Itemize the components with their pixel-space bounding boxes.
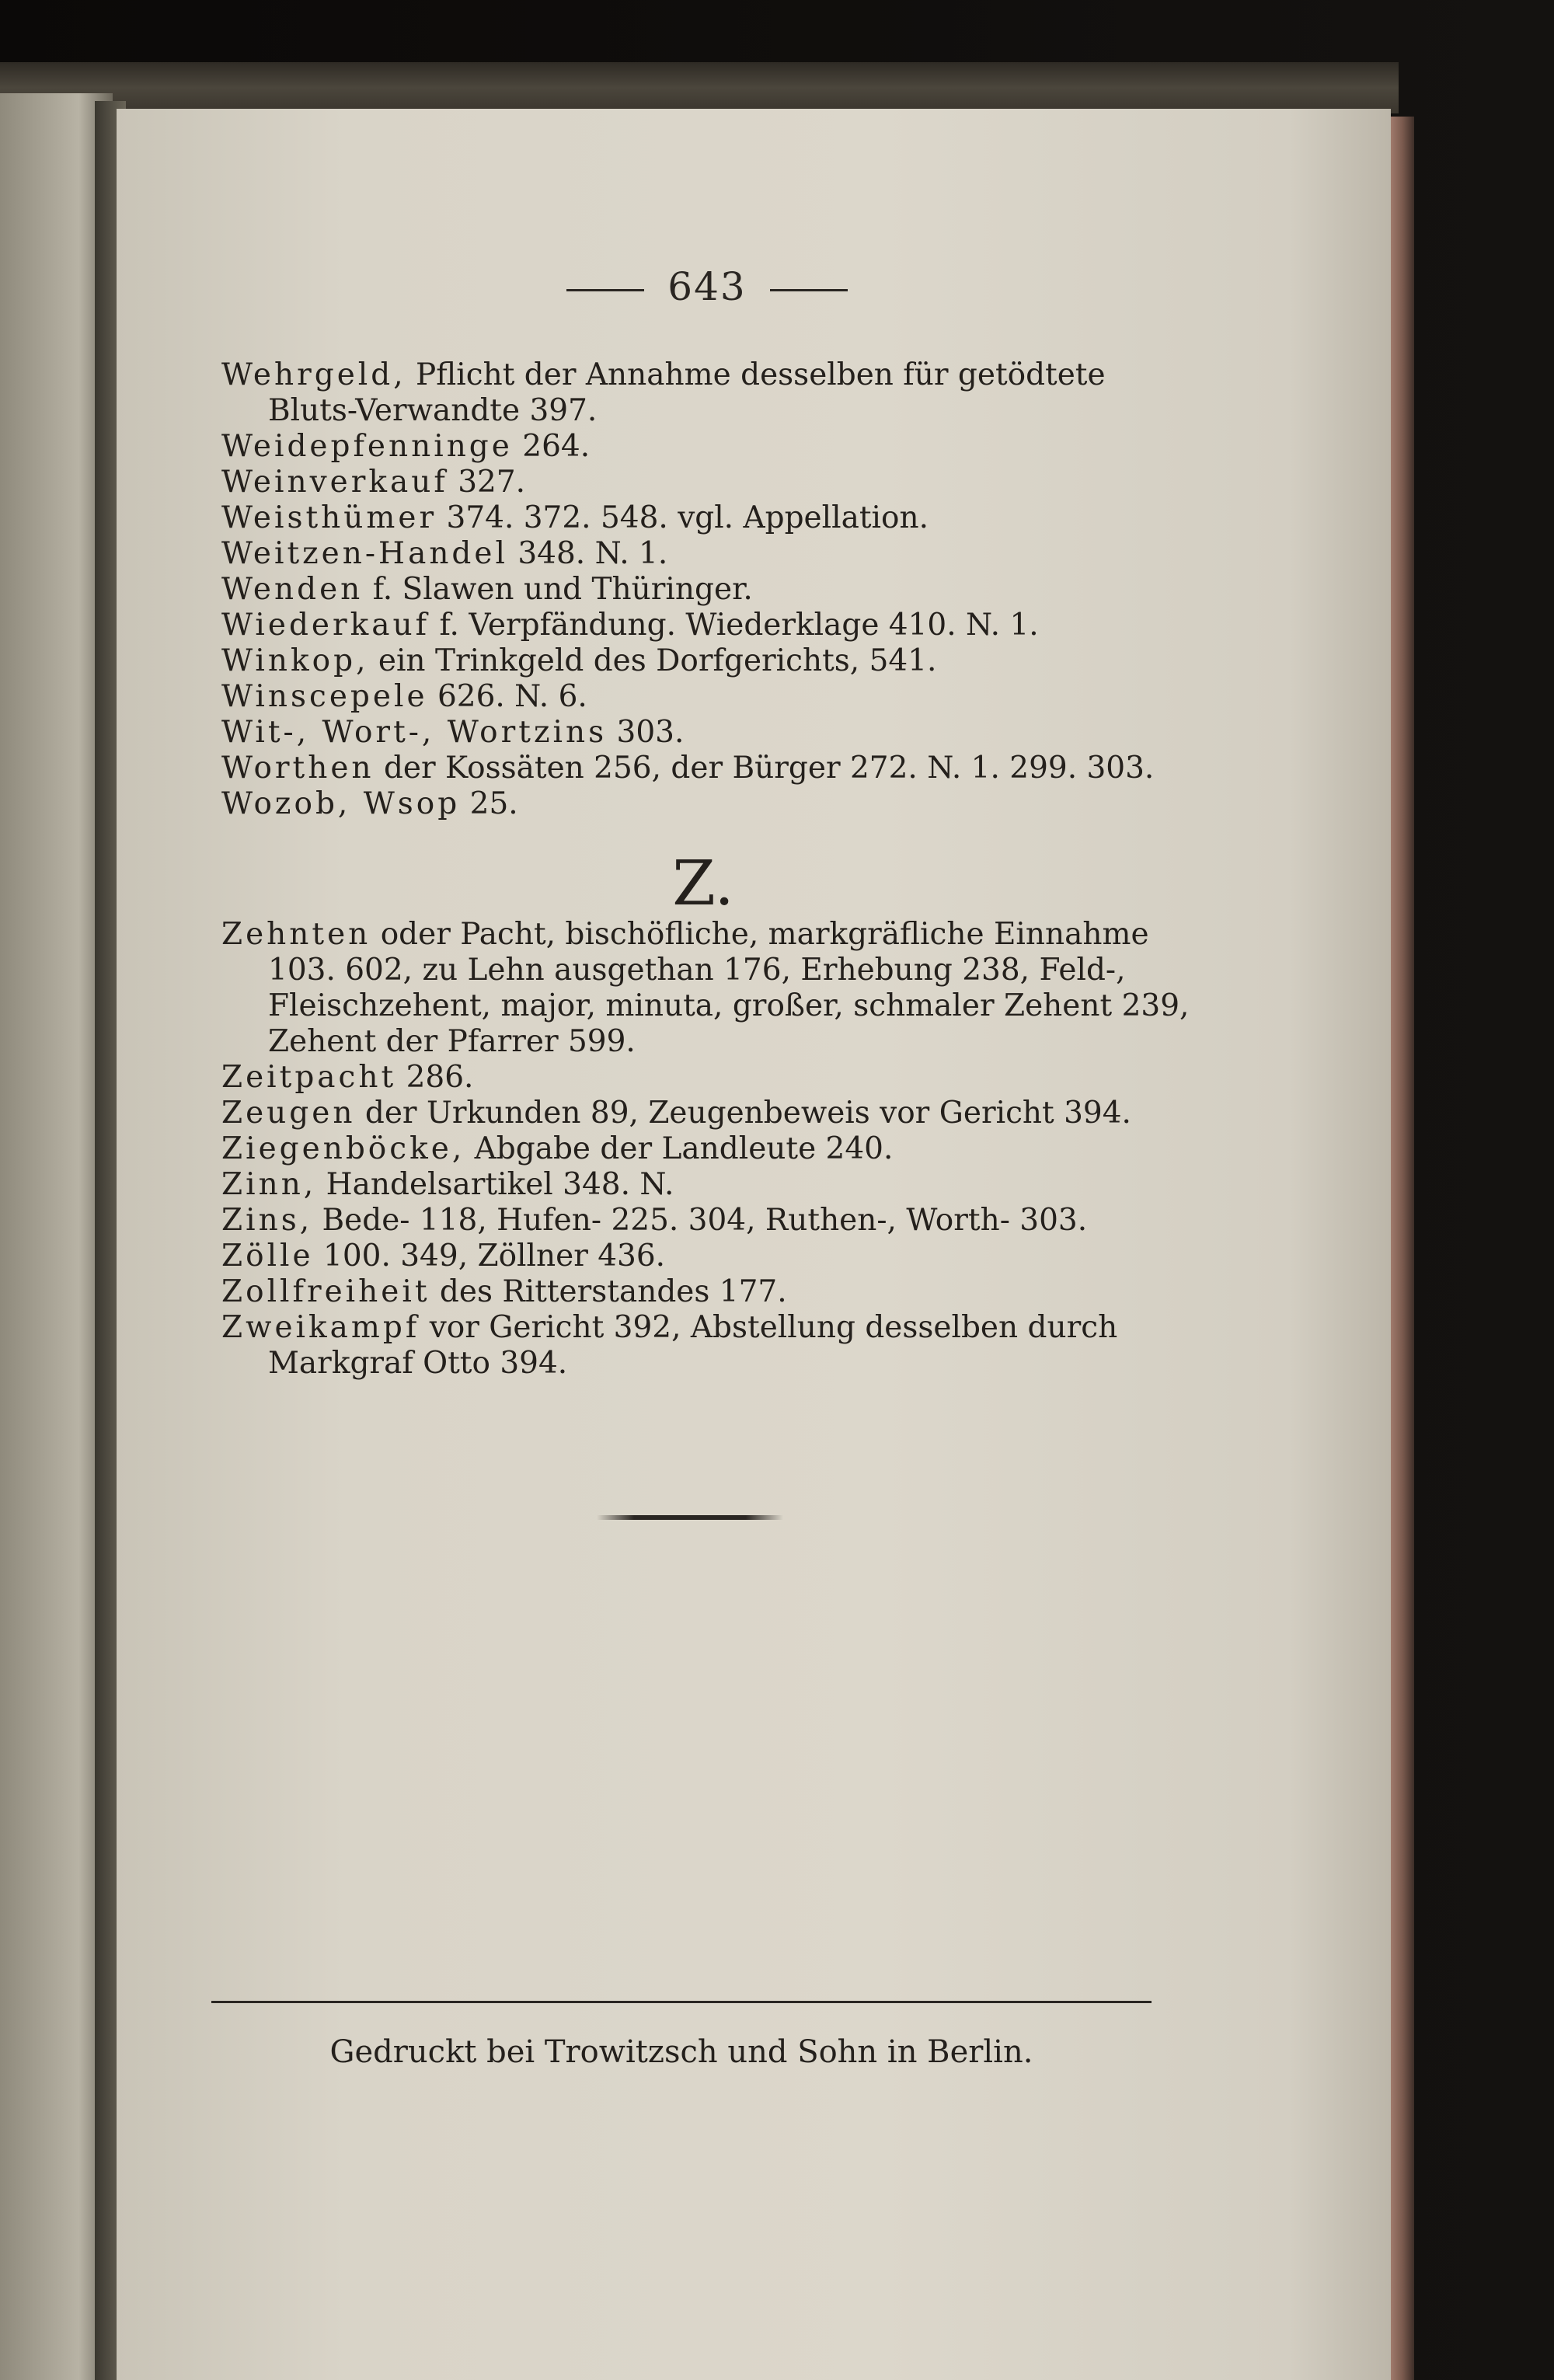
- page-number: 643: [667, 264, 747, 309]
- index-entry: Weisthümer 374. 372. 548. vgl. Appellation.: [221, 500, 929, 535]
- index-entry: Zollfreiheit des Ritterstandes 177.: [221, 1274, 787, 1309]
- index-entry: Ziegenböcke, Abgabe der Landleute 240.: [221, 1131, 894, 1166]
- index-entries-z: [221, 917, 1197, 1382]
- page-header: [466, 264, 948, 309]
- index-entry: Zölle 100. 349, Zöllner 436.: [221, 1239, 666, 1274]
- index-entry: Zweikampf vor Gericht 392, Abstellung desselben durch Markgraf Otto 394.: [221, 1310, 1118, 1381]
- index-entry: Winscepele 626. N. 6.: [221, 679, 587, 714]
- section-letter: Z.: [672, 847, 734, 919]
- index-entry: Weidepfenninge 264.: [221, 429, 591, 464]
- index-entry: Zinn, Handelsartikel 348. N.: [221, 1167, 674, 1202]
- header-rule-left: [566, 289, 644, 291]
- index-entry: Wehrgeld, Pflicht der Annahme desselben für getödtete Bluts-Verwandte 397.: [221, 357, 1106, 428]
- index-entry: Weinverkauf 327.: [221, 465, 526, 500]
- index-entry: Weitzen-Handel 348. N. 1.: [221, 536, 668, 571]
- printer-imprint: Gedruckt bei Trowitzsch und Sohn in Berlin.: [211, 2001, 1152, 2070]
- header-rule-right: [770, 289, 848, 291]
- end-ornament-rule: [597, 1515, 783, 1520]
- index-entry: Zins, Bede- 118, Hufen- 225. 304, Ruthen-, Worth- 303.: [221, 1203, 1088, 1238]
- imprint-rule: [211, 2001, 1152, 2003]
- index-entry: Zeugen der Urkunden 89, Zeugenbeweis vor Gericht 394.: [221, 1096, 1131, 1131]
- index-entry: Worthen der Kossäten 256, der Bürger 272. N. 1. 299. 303.: [221, 751, 1155, 786]
- index-entry: Wiederkauf f. Verpfändung. Wiederklage 410. N. 1.: [221, 608, 1039, 643]
- index-entry: Zehnten oder Pacht, bischöfliche, markgräfliche Einnahme 103. 602, zu Lehn ausgethan 176, Erhebung 238, Feld-, Fleischzehent, major, minuta, großer, schmaler Zehent 239, Zehent der Pfarrer 599.: [221, 917, 1190, 1059]
- index-entry: Zeitpacht 286.: [221, 1060, 474, 1095]
- index-entries-w: [221, 357, 1200, 822]
- index-entry: Winkop, ein Trinkgeld des Dorfgerichts, 541.: [221, 643, 937, 678]
- index-entry: Wit-, Wort-, Wortzins 303.: [221, 715, 685, 750]
- index-entry: Wenden f. Slawen und Thüringer.: [221, 572, 753, 607]
- book-top-edge: [0, 62, 1399, 113]
- right-page-edge: [1391, 117, 1414, 2380]
- index-entry: Wozob, Wsop 25.: [221, 786, 518, 821]
